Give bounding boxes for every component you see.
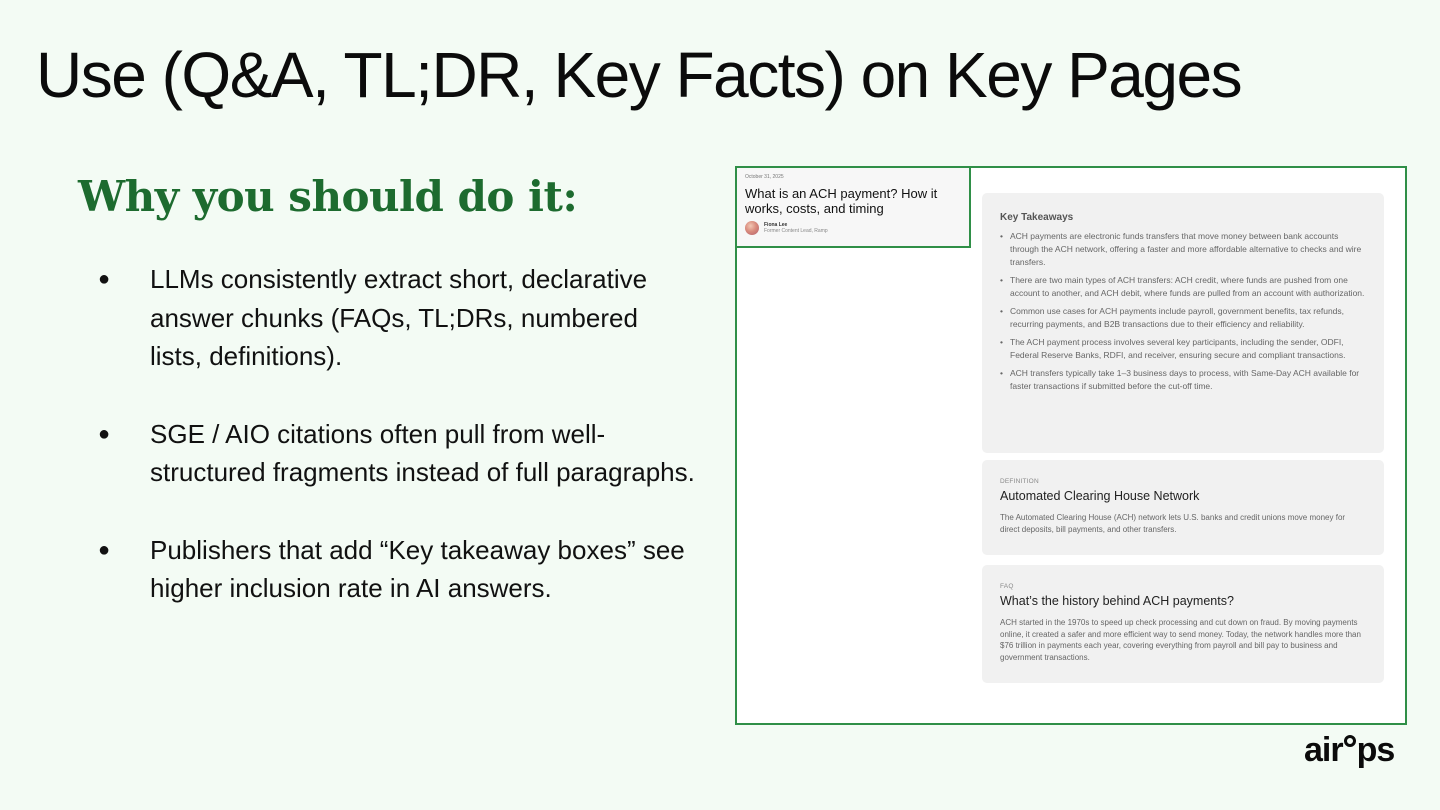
- faq-label: FAQ: [1000, 583, 1014, 590]
- takeaway-item: • ACH payments are electronic funds transfers that move money between bank accounts through the ACH network, offering a faster and more affordable alternative to checks and wire transfers.: [1000, 230, 1366, 269]
- avatar: [745, 221, 759, 235]
- definition-body: The Automated Clearing House (ACH) network lets U.S. banks and credit unions move money for direct deposits, bill payments, and other transfers.: [1000, 513, 1346, 534]
- bullet-text: SGE / AIO citations often pull from well-structured fragments instead of full paragraphs.: [150, 418, 695, 487]
- takeaway-item: • There are two main types of ACH transfers: ACH credit, where funds are pushed from one account to another, and ACH debit, where funds are pulled from an account with authorization.: [1000, 274, 1366, 300]
- definition-label: DEFINITION: [1000, 478, 1039, 485]
- logo-o-mark: [1344, 735, 1356, 747]
- faq-answer: ACH started in the 1970s to speed up check processing and cut down on fraud. By moving payments online, it created a safer and more efficient way to send money. Today, the network handles more than $76 trillion in payments each year, covering everything from payroll and bill pay to business and government transactions.: [1000, 618, 1361, 663]
- bullet-item: [96, 415, 696, 492]
- subheading: Why you should do it:: [78, 172, 578, 221]
- article-date: October 31, 2025: [745, 174, 784, 180]
- logo-text-before: air: [1304, 731, 1343, 769]
- author-name[interactable]: Fiona Lee: [764, 222, 788, 228]
- article-header: [737, 168, 971, 248]
- author-role: Former Content Lead, Ramp: [764, 228, 828, 234]
- takeaway-item: • The ACH payment process involves several key participants, including the sender, ODFI, Federal Reserve Banks, RDFI, and receiver, ensuring secure and compliant transactions.: [1000, 336, 1366, 362]
- takeaway-item: • ACH transfers typically take 1–3 business days to process, with Same-Day ACH available for faster transactions if submitted before the cut-off time.: [1000, 367, 1366, 393]
- bullet-text: LLMs consistently extract short, declarative answer chunks (FAQs, TL;DRs, numbered lists, definitions).: [150, 264, 648, 371]
- author-row: [745, 221, 961, 235]
- definition-title: Automated Clearing House Network: [1000, 489, 1200, 503]
- bullet-item: [96, 260, 696, 376]
- faq-question: What’s the history behind ACH payments?: [1000, 594, 1234, 608]
- takeaway-item: • Common use cases for ACH payments include payroll, government benefits, tax refunds, recurring payments, and B2B transactions due to their efficiency and reliability.: [1000, 305, 1366, 331]
- key-takeaways-box: [982, 193, 1384, 453]
- faq-box: [982, 565, 1384, 683]
- airops-logo: [1304, 733, 1394, 767]
- logo-text-after: ps: [1356, 731, 1395, 769]
- slide-title: Use (Q&A, TL;DR, Key Facts) on Key Pages: [36, 39, 1242, 111]
- takeaway-list: [1000, 230, 1366, 393]
- bullet-item: [96, 531, 696, 608]
- bullet-list: [96, 260, 696, 647]
- article-screenshot-panel: [735, 166, 1407, 725]
- definition-box: [982, 460, 1384, 555]
- article-title[interactable]: What is an ACH payment? How it works, costs, and timing: [745, 186, 938, 216]
- bullet-dot: ●: [98, 422, 111, 445]
- key-takeaways-heading: Key Takeaways: [1000, 212, 1074, 223]
- bullet-text: Publishers that add “Key takeaway boxes” see higher inclusion rate in AI answers.: [150, 534, 685, 603]
- bullet-dot: ●: [98, 538, 111, 561]
- bullet-dot: ●: [98, 268, 111, 290]
